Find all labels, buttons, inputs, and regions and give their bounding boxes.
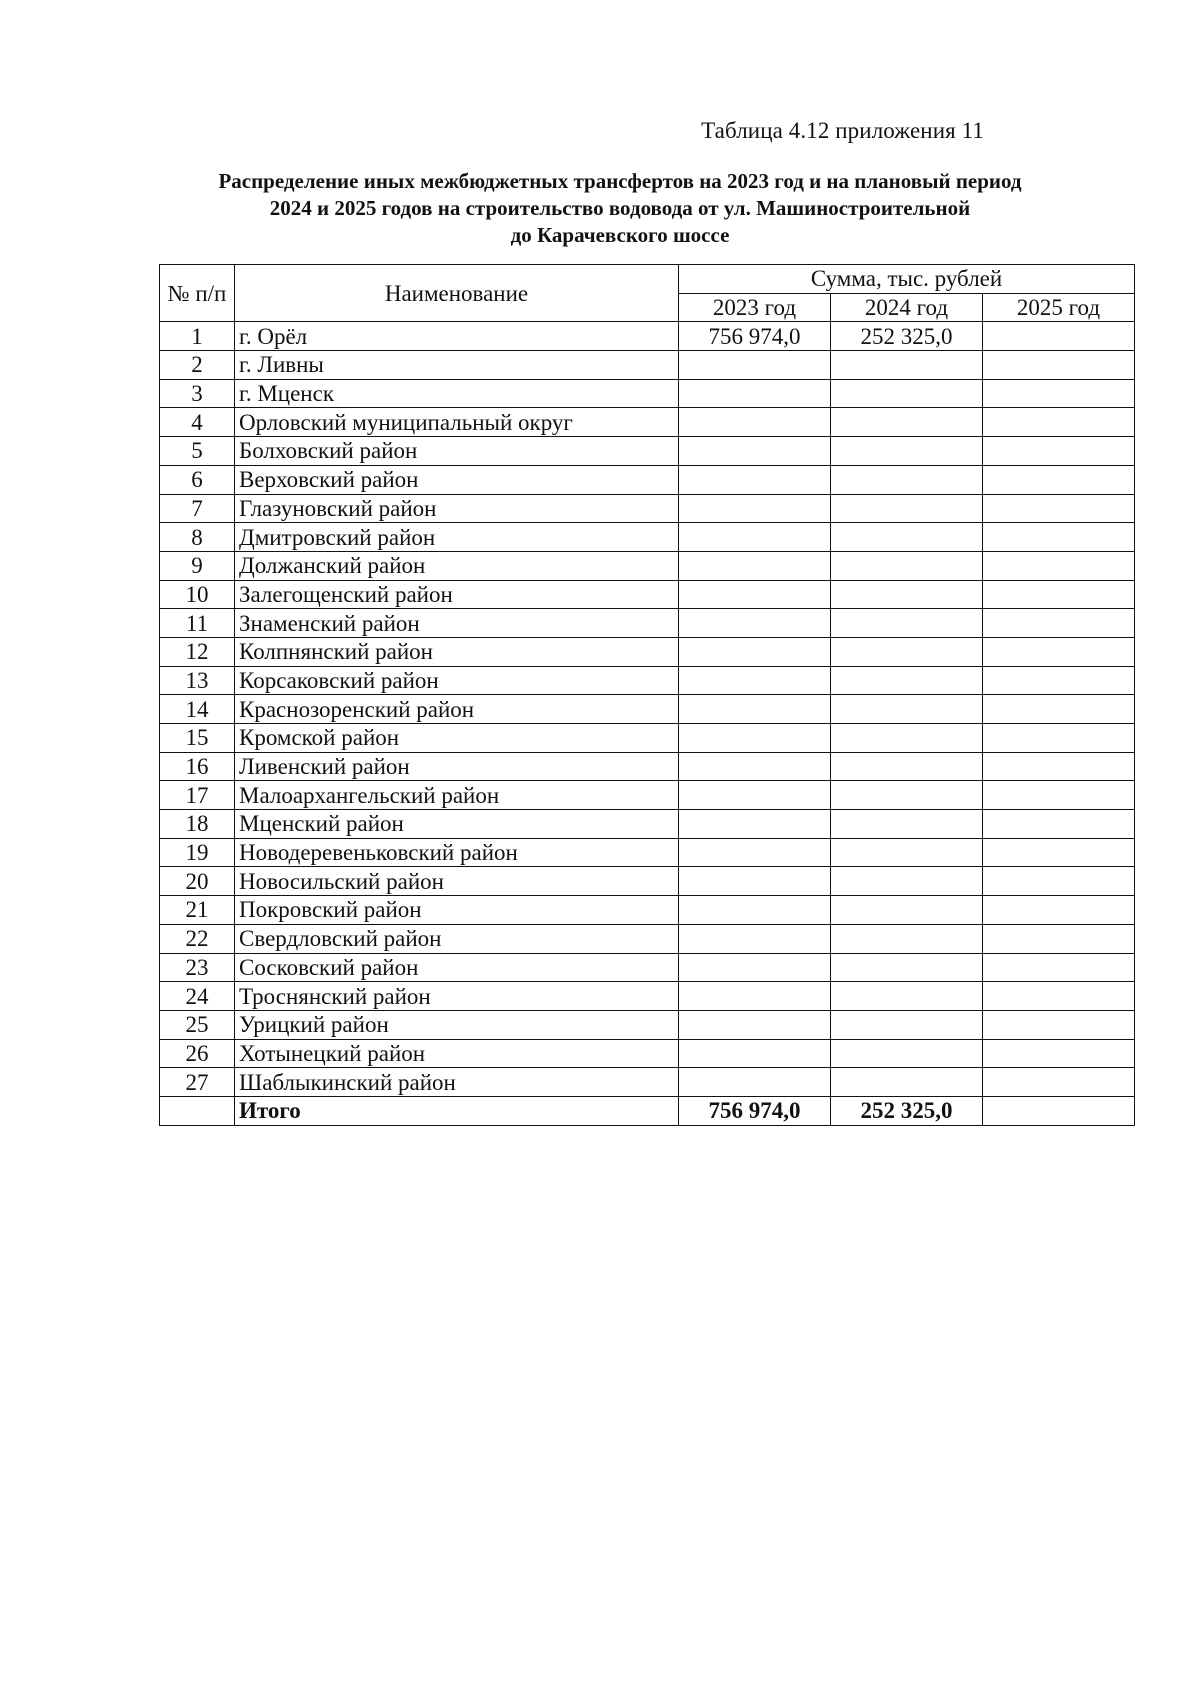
row-value-2024 [831,465,983,494]
table-row [160,810,1135,839]
total-2025 [983,1096,1135,1125]
row-name: Покровский район [235,896,679,925]
row-value-2025 [983,494,1135,523]
row-value-2025 [983,408,1135,437]
row-value-2025 [983,609,1135,638]
row-value-2024 [831,551,983,580]
row-value-2024 [831,924,983,953]
total-2023: 756 974,0 [679,1096,831,1125]
row-value-2024 [831,724,983,753]
row-value-2024 [831,867,983,896]
table-row [160,867,1135,896]
row-value-2023 [679,752,831,781]
table-row [160,580,1135,609]
row-value-2023 [679,351,831,380]
row-value-2023 [679,810,831,839]
row-name: Должанский район [235,551,679,580]
row-num: 11 [160,609,235,638]
row-num: 2 [160,351,235,380]
document-title [120,168,1120,249]
row-value-2023 [679,666,831,695]
row-name: Мценский район [235,810,679,839]
row-name: Болховский район [235,437,679,466]
row-value-2023 [679,781,831,810]
row-num: 22 [160,924,235,953]
table-row [160,437,1135,466]
row-name: Глазуновский район [235,494,679,523]
row-value-2023: 756 974,0 [679,322,831,351]
row-value-2024 [831,523,983,552]
row-value-2023 [679,838,831,867]
row-num: 3 [160,379,235,408]
table-row [160,781,1135,810]
row-name: г. Орёл [235,322,679,351]
row-name: Дмитровский район [235,523,679,552]
row-name: г. Ливны [235,351,679,380]
row-value-2025 [983,465,1135,494]
title-line: 2024 и 2025 годов на строительство водовода от ул. Машиностроительной [269,196,971,220]
row-value-2023 [679,494,831,523]
row-value-2023 [679,408,831,437]
row-value-2025 [983,752,1135,781]
table-row [160,666,1135,695]
row-num: 18 [160,810,235,839]
table-row [160,752,1135,781]
row-num: 1 [160,322,235,351]
table-row [160,724,1135,753]
row-value-2023 [679,609,831,638]
table-row [160,924,1135,953]
row-num: 15 [160,724,235,753]
row-value-2024 [831,982,983,1011]
row-value-2024 [831,953,983,982]
row-value-2024 [831,781,983,810]
row-name: Орловский муниципальный округ [235,408,679,437]
row-num: 21 [160,896,235,925]
row-name: Шаблыкинский район [235,1068,679,1097]
row-num: 12 [160,637,235,666]
row-value-2023 [679,896,831,925]
row-value-2023 [679,867,831,896]
total-2024: 252 325,0 [831,1096,983,1125]
row-num: 19 [160,838,235,867]
row-value-2023 [679,523,831,552]
row-value-2025 [983,924,1135,953]
header-num: № п/п [160,265,235,322]
row-value-2024 [831,1068,983,1097]
total-row [160,1096,1135,1125]
transfers-table [159,264,1135,1126]
header-sum: Сумма, тыс. рублей [679,265,1135,294]
row-num: 5 [160,437,235,466]
row-num: 25 [160,1010,235,1039]
row-value-2025 [983,666,1135,695]
row-num: 16 [160,752,235,781]
row-value-2024 [831,351,983,380]
row-value-2023 [679,437,831,466]
row-value-2023 [679,724,831,753]
row-num: 4 [160,408,235,437]
row-value-2024 [831,896,983,925]
table-row [160,494,1135,523]
title-line: Распределение иных межбюджетных трансфертов на 2023 год и на плановый период [218,169,1022,193]
row-value-2024: 252 325,0 [831,322,983,351]
row-name: Залегощенский район [235,580,679,609]
row-name: Колпнянский район [235,637,679,666]
row-value-2023 [679,695,831,724]
row-value-2023 [679,379,831,408]
row-name: Троснянский район [235,982,679,1011]
row-value-2025 [983,551,1135,580]
row-num: 23 [160,953,235,982]
table-row [160,523,1135,552]
row-name: Урицкий район [235,1010,679,1039]
row-value-2023 [679,580,831,609]
row-value-2023 [679,924,831,953]
row-name: Ливенский район [235,752,679,781]
table-row [160,637,1135,666]
row-value-2025 [983,982,1135,1011]
row-value-2025 [983,1039,1135,1068]
row-value-2023 [679,982,831,1011]
row-value-2024 [831,637,983,666]
row-value-2025 [983,580,1135,609]
row-num: 6 [160,465,235,494]
row-value-2023 [679,1068,831,1097]
table-row [160,408,1135,437]
row-value-2024 [831,810,983,839]
row-value-2025 [983,351,1135,380]
row-name: Сосковский район [235,953,679,982]
row-value-2025 [983,637,1135,666]
row-value-2024 [831,1010,983,1039]
row-num: 13 [160,666,235,695]
table-row [160,953,1135,982]
row-value-2025 [983,867,1135,896]
row-name: Корсаковский район [235,666,679,695]
row-value-2023 [679,551,831,580]
row-value-2023 [679,465,831,494]
row-value-2023 [679,1039,831,1068]
row-value-2024 [831,666,983,695]
table-row [160,322,1135,351]
row-name: Знаменский район [235,609,679,638]
row-value-2025 [983,695,1135,724]
row-name: Краснозоренский район [235,695,679,724]
table-row [160,982,1135,1011]
table-row [160,1068,1135,1097]
header-year-2025: 2025 год [983,293,1135,322]
table-row [160,695,1135,724]
row-value-2023 [679,953,831,982]
row-value-2025 [983,322,1135,351]
row-num: 20 [160,867,235,896]
row-num: 27 [160,1068,235,1097]
row-name: Малоархангельский район [235,781,679,810]
row-value-2025 [983,724,1135,753]
row-value-2025 [983,379,1135,408]
row-value-2024 [831,609,983,638]
row-name: Свердловский район [235,924,679,953]
row-value-2025 [983,781,1135,810]
row-name: Новодеревеньковский район [235,838,679,867]
row-value-2024 [831,437,983,466]
table-row [160,896,1135,925]
total-label: Итого [235,1096,679,1125]
header-year-2024: 2024 год [831,293,983,322]
row-value-2025 [983,838,1135,867]
table-row [160,609,1135,638]
row-value-2024 [831,494,983,523]
row-num: 26 [160,1039,235,1068]
row-num: 8 [160,523,235,552]
table-caption: Таблица 4.12 приложения 11 [701,118,984,143]
table-row [160,351,1135,380]
row-num: 10 [160,580,235,609]
row-num: 17 [160,781,235,810]
row-value-2024 [831,379,983,408]
row-name: Верховский район [235,465,679,494]
header-name: Наименование [235,265,679,322]
row-name: Новосильский район [235,867,679,896]
row-value-2024 [831,580,983,609]
row-value-2025 [983,523,1135,552]
table-row [160,551,1135,580]
row-value-2023 [679,1010,831,1039]
row-num: 7 [160,494,235,523]
row-name: Кромской район [235,724,679,753]
row-value-2024 [831,695,983,724]
row-value-2025 [983,896,1135,925]
table-row [160,465,1135,494]
row-value-2025 [983,953,1135,982]
row-value-2025 [983,1010,1135,1039]
row-value-2024 [831,752,983,781]
table-row [160,838,1135,867]
row-name: Хотынецкий район [235,1039,679,1068]
row-value-2023 [679,637,831,666]
table-body [160,322,1135,1097]
row-num: 24 [160,982,235,1011]
row-name: г. Мценск [235,379,679,408]
total-num [160,1096,235,1125]
row-value-2024 [831,1039,983,1068]
header-year-2023: 2023 год [679,293,831,322]
table-row [160,1039,1135,1068]
row-num: 9 [160,551,235,580]
row-value-2024 [831,408,983,437]
table-row [160,379,1135,408]
row-value-2025 [983,1068,1135,1097]
row-num: 14 [160,695,235,724]
row-value-2025 [983,810,1135,839]
table-row [160,1010,1135,1039]
title-line: до Карачевского шоссе [510,223,730,247]
row-value-2025 [983,437,1135,466]
row-value-2024 [831,838,983,867]
